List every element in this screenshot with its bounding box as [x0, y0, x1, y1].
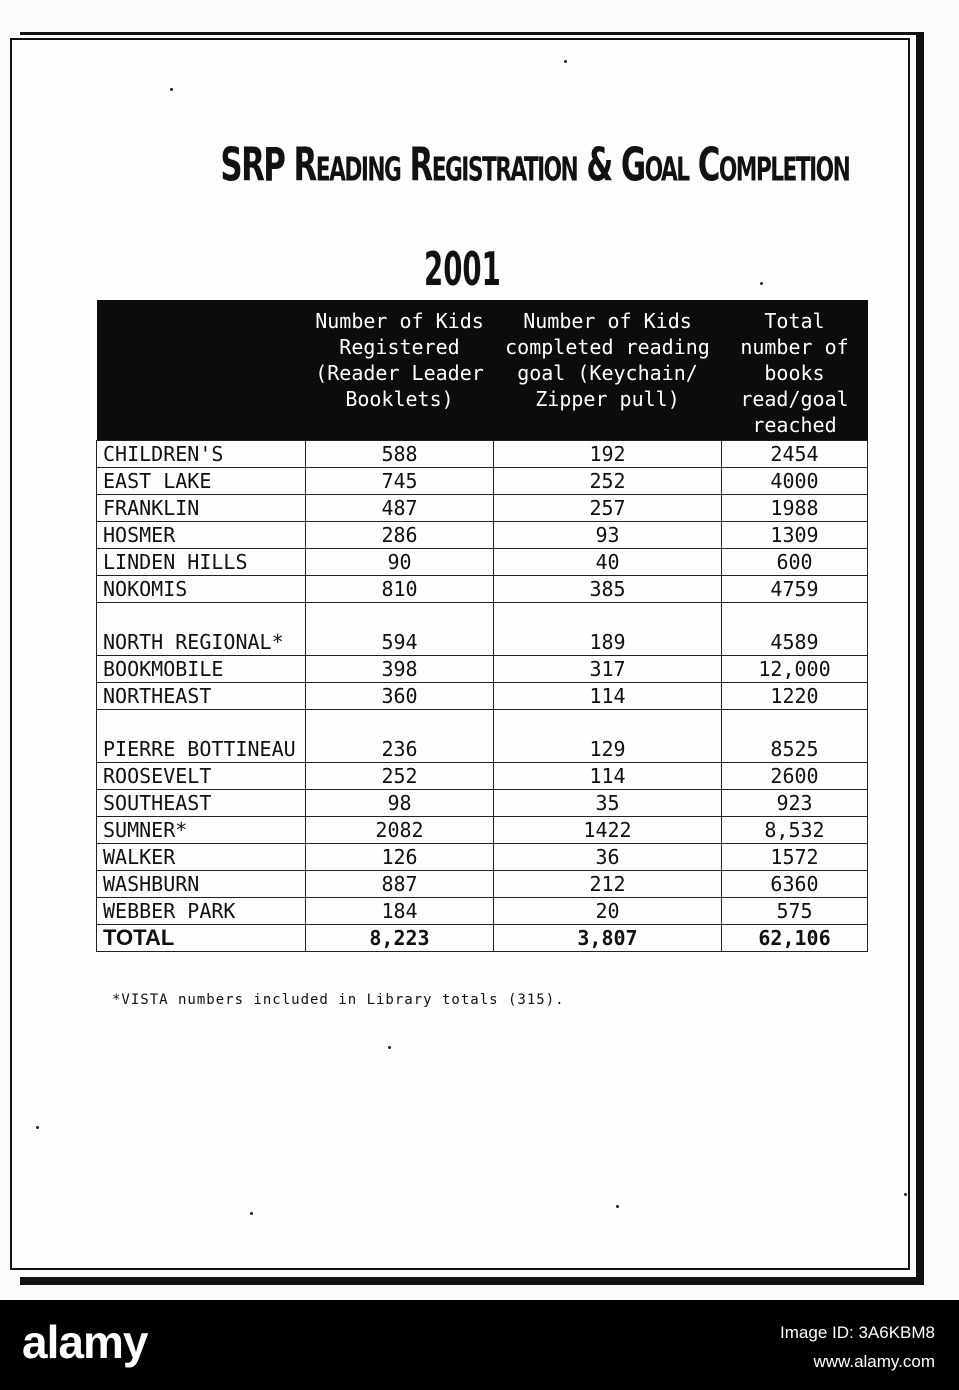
registered-count: 236	[306, 710, 494, 763]
document-title: SRP Reading Registration & Goal Completion	[220, 138, 850, 193]
scan-speck	[760, 282, 763, 285]
books-count: 1220	[722, 683, 868, 710]
header-blank	[97, 300, 306, 441]
table-row	[97, 683, 868, 710]
branch-name: WALKER	[97, 844, 306, 871]
branch-name: NOKOMIS	[97, 576, 306, 603]
watermark-image-id: Image ID: 3A6KBM8	[780, 1323, 935, 1342]
branch-name: NORTHEAST	[97, 683, 306, 710]
table-row	[97, 603, 868, 656]
table-header-row	[97, 300, 868, 441]
books-count: 575	[722, 898, 868, 925]
branch-name: SUMNER*	[97, 817, 306, 844]
registered-count: 594	[306, 603, 494, 656]
registered-count: 588	[306, 441, 494, 468]
registered-count: 126	[306, 844, 494, 871]
table-row	[97, 790, 868, 817]
completed-count: 1422	[494, 817, 722, 844]
branch-name: PIERRE BOTTINEAU	[97, 710, 306, 763]
completed-count: 93	[494, 522, 722, 549]
registered-count: 745	[306, 468, 494, 495]
branch-name: WASHBURN	[97, 871, 306, 898]
completed-count: 35	[494, 790, 722, 817]
registered-count: 810	[306, 576, 494, 603]
table-row	[97, 898, 868, 925]
total-books: 62,106	[722, 925, 868, 952]
branch-name: SOUTHEAST	[97, 790, 306, 817]
completed-count: 212	[494, 871, 722, 898]
books-count: 6360	[722, 871, 868, 898]
watermark-logo: alamy	[22, 1316, 148, 1368]
branch-name: BOOKMOBILE	[97, 656, 306, 683]
registered-count: 98	[306, 790, 494, 817]
completed-count: 317	[494, 656, 722, 683]
registered-count: 252	[306, 763, 494, 790]
table-row	[97, 576, 868, 603]
table-row	[97, 468, 868, 495]
total-label: TOTAL	[97, 925, 306, 952]
registered-count: 487	[306, 495, 494, 522]
document-year: 2001	[424, 242, 501, 296]
watermark-site: www.alamy.com	[813, 1352, 935, 1371]
scan-speck	[564, 60, 567, 63]
branch-name: EAST LAKE	[97, 468, 306, 495]
table-row	[97, 549, 868, 576]
table-row	[97, 817, 868, 844]
branch-name: FRANKLIN	[97, 495, 306, 522]
completed-count: 40	[494, 549, 722, 576]
completed-count: 129	[494, 710, 722, 763]
scan-speck	[904, 1193, 907, 1196]
completed-count: 257	[494, 495, 722, 522]
branch-name: HOSMER	[97, 522, 306, 549]
scan-speck	[388, 1046, 391, 1049]
scan-speck	[170, 88, 173, 91]
completed-count: 20	[494, 898, 722, 925]
registered-count: 398	[306, 656, 494, 683]
branch-name: NORTH REGIONAL*	[97, 603, 306, 656]
table-total-row	[97, 925, 868, 952]
completed-count: 189	[494, 603, 722, 656]
registered-count: 184	[306, 898, 494, 925]
total-completed: 3,807	[494, 925, 722, 952]
completed-count: 252	[494, 468, 722, 495]
books-count: 2600	[722, 763, 868, 790]
books-count: 4000	[722, 468, 868, 495]
completed-count: 114	[494, 683, 722, 710]
table-row	[97, 441, 868, 468]
header-completed: Number of Kids completed reading goal (Keychain/ Zipper pull)	[494, 300, 722, 441]
total-registered: 8,223	[306, 925, 494, 952]
branch-name: CHILDREN'S	[97, 441, 306, 468]
books-count: 1572	[722, 844, 868, 871]
registration-table	[96, 300, 868, 952]
footnote: *VISTA numbers included in Library totals (315).	[112, 992, 565, 1008]
books-count: 4589	[722, 603, 868, 656]
branch-name: LINDEN HILLS	[97, 549, 306, 576]
books-count: 4759	[722, 576, 868, 603]
books-count: 12,000	[722, 656, 868, 683]
books-count: 2454	[722, 441, 868, 468]
branch-name: WEBBER PARK	[97, 898, 306, 925]
registered-count: 887	[306, 871, 494, 898]
books-count: 1309	[722, 522, 868, 549]
table-row	[97, 763, 868, 790]
books-count: 8525	[722, 710, 868, 763]
scan-speck	[250, 1212, 253, 1215]
header-books: Total number of books read/goal reached	[722, 300, 868, 441]
header-registered: Number of Kids Registered (Reader Leader Booklets)	[306, 300, 494, 441]
table-row	[97, 656, 868, 683]
completed-count: 114	[494, 763, 722, 790]
scan-speck	[36, 1126, 39, 1129]
table-row	[97, 495, 868, 522]
table-body	[97, 441, 868, 925]
completed-count: 385	[494, 576, 722, 603]
books-count: 1988	[722, 495, 868, 522]
books-count: 600	[722, 549, 868, 576]
registered-count: 286	[306, 522, 494, 549]
table-row	[97, 844, 868, 871]
completed-count: 36	[494, 844, 722, 871]
registered-count: 90	[306, 549, 494, 576]
table-row	[97, 710, 868, 763]
registered-count: 360	[306, 683, 494, 710]
scan-speck	[616, 1205, 619, 1208]
registered-count: 2082	[306, 817, 494, 844]
books-count: 923	[722, 790, 868, 817]
table-row	[97, 522, 868, 549]
completed-count: 192	[494, 441, 722, 468]
branch-name: ROOSEVELT	[97, 763, 306, 790]
table-row	[97, 871, 868, 898]
books-count: 8,532	[722, 817, 868, 844]
